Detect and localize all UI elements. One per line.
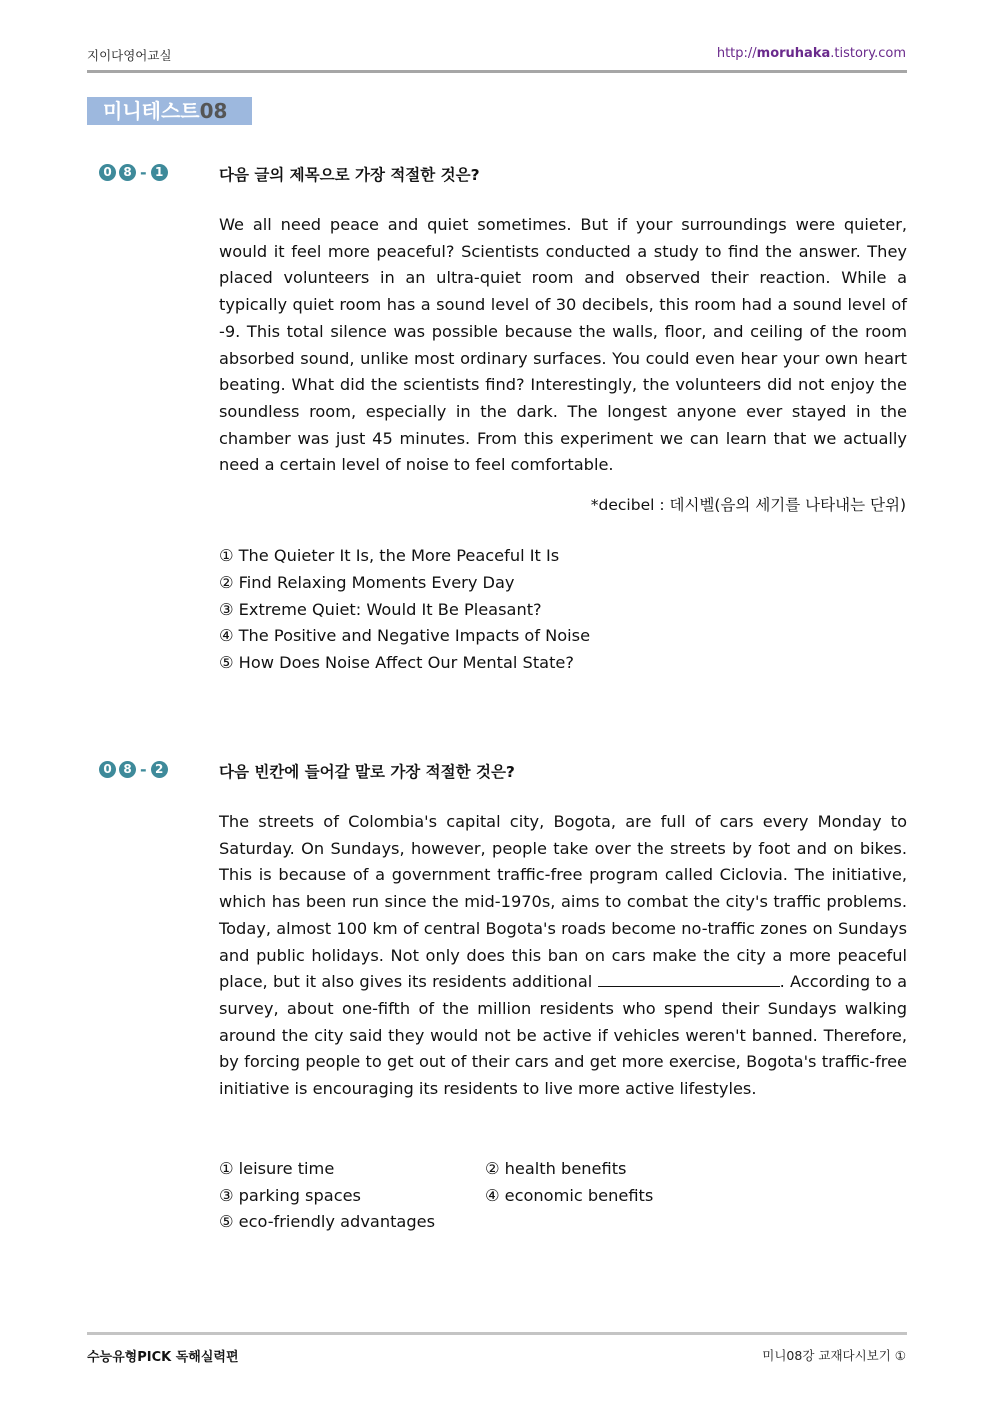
footer-divider xyxy=(87,1332,907,1335)
q2-num-dash: - xyxy=(140,759,147,779)
question-2-passage xyxy=(219,809,907,1103)
question-1-footnote: *decibel : 데시벨(음의 세기를 나타내는 단위) xyxy=(590,496,906,514)
q1-option-4[interactable]: ④ The Positive and Negative Impacts of Noise xyxy=(219,626,591,645)
page-title-number: 08 xyxy=(199,99,228,123)
q2-passage-before: The streets of Colombia's capital city, Bogota, are full of cars every Monday to Saturday. On Sundays, however, people take over the streets by foot and on bikes. This is because of a government traffic-free program called Ciclovia. The initiative, which has been run since the mid-1970s, aims to combat the city's traffic problems. Today, almost 100 km of central Bogota's roads become no-traffic zones on Sundays and public holidays. Not only does this ban on cars make the city a more peaceful place, but it also gives its residents additional xyxy=(219,812,907,992)
q1-num-circle-b: 8 xyxy=(119,164,136,181)
q2-option-5[interactable]: ⑤ eco-friendly advantages xyxy=(219,1212,436,1231)
q2-num-circle-c: 2 xyxy=(151,761,168,778)
q2-option-3[interactable]: ③ parking spaces xyxy=(219,1186,361,1205)
q2-num-circle-b: 8 xyxy=(119,761,136,778)
header-url-prefix: http:// xyxy=(716,46,757,61)
header-url-bold: moruhaka xyxy=(756,46,831,61)
question-1-number xyxy=(99,162,168,182)
q2-num-circle-a: 0 xyxy=(99,761,116,778)
q1-option-3[interactable]: ③ Extreme Quiet: Would It Be Pleasant? xyxy=(219,600,542,619)
header-url[interactable] xyxy=(717,46,906,61)
q1-option-1[interactable]: ① The Quieter It Is, the More Peaceful It Is xyxy=(219,546,560,565)
header-divider xyxy=(87,70,907,73)
q1-num-circle-a: 0 xyxy=(99,164,116,181)
footer-page-label: 미니08강 교재다시보기 ① xyxy=(762,1348,906,1363)
question-2-prompt: 다음 빈칸에 들어갈 말로 가장 적절한 것은? xyxy=(219,763,515,781)
q2-option-1[interactable]: ① leisure time xyxy=(219,1159,335,1178)
q1-num-circle-c: 1 xyxy=(151,164,168,181)
page-title xyxy=(87,97,252,125)
footer-book-title: 수능유형PICK 독해실력편 xyxy=(87,1350,239,1365)
q2-option-2[interactable]: ② health benefits xyxy=(485,1159,627,1178)
question-2-number xyxy=(99,759,168,779)
q2-blank xyxy=(598,971,780,987)
q2-option-4[interactable]: ④ economic benefits xyxy=(485,1186,654,1205)
question-1-prompt: 다음 글의 제목으로 가장 적절한 것은? xyxy=(219,166,480,184)
q2-passage-after: . According to a survey, about one-fifth of the million residents who spend their Sundays walking around the city said they would not be active if vehicles weren't banned. Therefore, by forcing people to get out of their cars and get more exercise, Bogota's traffic-free initiative is encouraging its residents to live more active lifestyles. xyxy=(219,972,907,1099)
q1-option-5[interactable]: ⑤ How Does Noise Affect Our Mental State? xyxy=(219,653,574,672)
page-title-label: 미니테스트 xyxy=(103,99,200,123)
question-1-passage: We all need peace and quiet sometimes. But if your surroundings were quieter, would it feel more peaceful? Scientists conducted a study to find the answer. They placed volunteers in an ultra-quiet room and observed their reaction. While a typically quiet room has a sound level of 30 decibels, this room had a sound level of -9. This total silence was possible because the walls, floor, and ceiling of the room absorbed sound, unlike most ordinary surfaces. You could even hear your own heart beating. What did the scientists find? Interestingly, the volunteers did not enjoy the soundless room, especially in the dark. The longest anyone ever stayed in the chamber was just 45 minutes. From this experiment we can learn that we actually need a certain level of noise to feel comfortable. xyxy=(219,215,907,475)
q1-option-2[interactable]: ② Find Relaxing Moments Every Day xyxy=(219,573,515,592)
header-url-suffix: .tistory.com xyxy=(830,46,906,61)
header-site-name: 지이다영어교실 xyxy=(87,48,172,63)
q1-num-dash: - xyxy=(140,162,147,182)
